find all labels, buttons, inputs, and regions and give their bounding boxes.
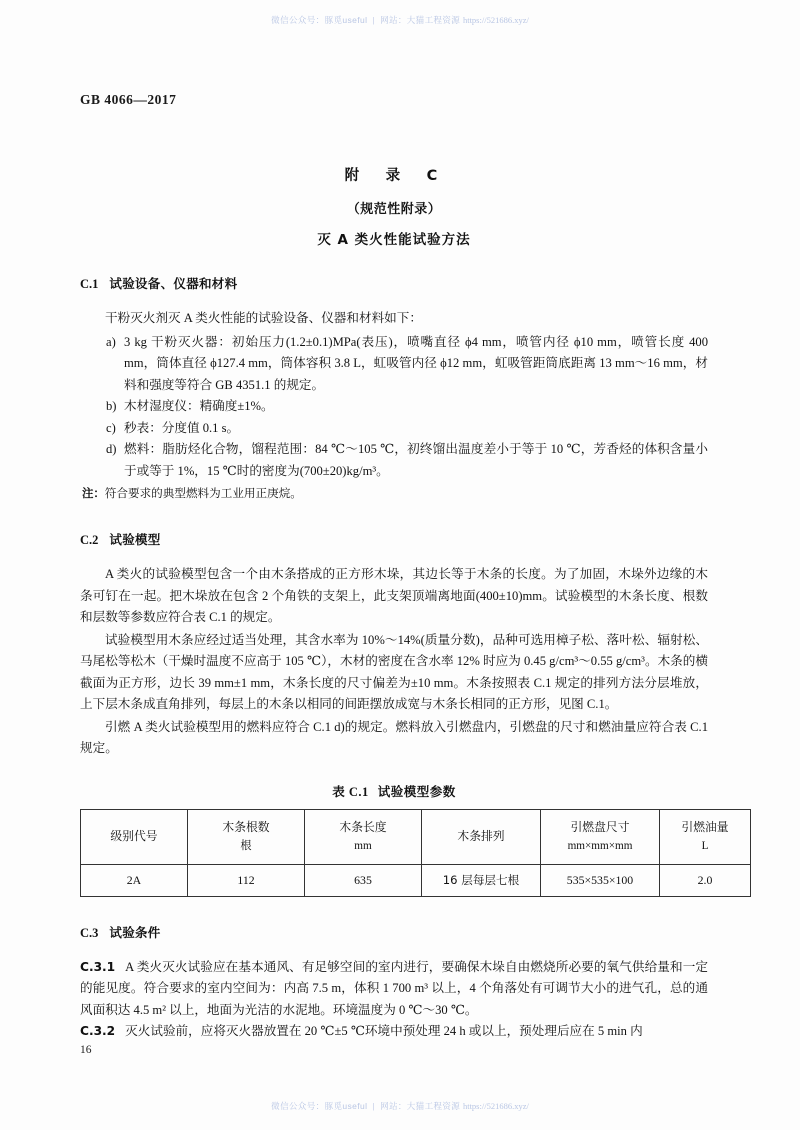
table-header-unit: 根 (240, 839, 252, 852)
section-number-c3: C.3 (80, 925, 99, 940)
table-body (81, 864, 751, 896)
table-header-cell-stick-length (305, 809, 422, 864)
section-heading-c3 (80, 923, 708, 941)
table-header-cell-grade (81, 809, 188, 864)
annex-name: 灭 A 类火性能试验方法 (317, 232, 471, 248)
table-header-unit: mm (354, 839, 372, 852)
section-title-c1: 试验设备、仪器和材料 (109, 276, 238, 291)
table-header-name: 木条排列 (457, 829, 505, 843)
clause-number: C.3.1 (80, 959, 116, 974)
table-cell-stick-length: 635 (305, 864, 422, 896)
clause-c3-1 (80, 957, 708, 1022)
note-label: 注： (82, 486, 105, 500)
watermark-url: https://521686.xyz/ (462, 1101, 529, 1111)
watermark-bottom (0, 1100, 800, 1112)
list-item (80, 439, 708, 482)
table-header-cell-pan-size (541, 809, 660, 864)
clause-text: A 类火灭火试验应在基本通风、有足够空间的室内进行，要确保木垛自由燃烧所必要的氧气供给量和一定的能见度。符合要求的室内空间为：内高 7.5 m，体积 1 700 m³ 以上，4 个角落处有可调节大小的进气孔，总的通风面积达 4.5 m² 以上，地面为光洁的水泥地。环境温度为 0 ℃～30 ℃。 (80, 959, 708, 1017)
table-header-name: 木条根数 (222, 819, 270, 834)
section-number-c2: C.2 (80, 533, 99, 547)
watermark-wechat-label: 微信公众号：豚觅useful (271, 15, 368, 25)
clause-c3-2 (80, 1021, 708, 1043)
note-c1 (82, 483, 708, 504)
table-cell-fuel-volume: 2.0 (660, 864, 751, 896)
watermark-top (0, 14, 800, 26)
list-item-text: 秒表：分度值 0.1 s。 (124, 420, 240, 435)
table-cell-arrangement: 16 层每层七根 (422, 864, 541, 896)
section-title-c2: 试验模型 (109, 532, 161, 547)
clause-number: C.3.2 (80, 1024, 116, 1038)
list-item-marker: d) (106, 442, 117, 456)
watermark-site-label: 网站：大猫工程资源 (380, 1101, 461, 1111)
list-item-marker: c) (106, 420, 116, 435)
table-header-name: 木条长度 (339, 819, 387, 834)
list-item (80, 396, 708, 418)
table-header-unit: mm×mm×mm (567, 839, 633, 852)
test-model-parameters-table (80, 809, 751, 897)
watermark-separator: | (372, 1101, 376, 1111)
table-header-cell-fuel-volume (660, 809, 751, 864)
running-head-standard-number: GB 4066—2017 (80, 92, 177, 107)
list-item-text: 木材湿度仪：精确度±1%。 (124, 399, 274, 413)
table-cell-pan-size: 535×535×100 (541, 864, 660, 896)
annex-subtitle: （规范性附录） (346, 202, 442, 217)
section-title-c3: 试验条件 (109, 924, 161, 940)
paragraph-c2-3: 引燃 A 类火试验模型用的燃料应符合 C.1 d)的规定。燃料放入引燃盘内，引燃盘的尺寸和燃油量应符合表 C.1 规定。 (80, 719, 708, 755)
watermark-wechat-label: 微信公众号：豚觅useful (271, 1101, 368, 1111)
section-heading-c2 (80, 530, 708, 548)
list-item (80, 418, 708, 440)
list-item-text: 燃料：脂肪烃化合物，馏程范围：84 ℃～105 ℃，初终馏出温度差小于等于 10 ℃，芳香烃的体积含量小于或等于 1%，15 ℃时的密度为(700±20)kg/m³。 (124, 442, 708, 478)
watermark-site-label: 网站：大猫工程资源 (380, 15, 461, 25)
note-text: 符合要求的典型燃料为工业用正庚烷。 (104, 487, 302, 500)
paragraph-c2-2: 试验模型用木条应经过适当处理，其含水率为 10%～14%(质量分数)，品种可选用樟子松、落叶松、辐射松、马尾松等松木（干燥时温度不应高于 105 ℃），木材的密度在含水率 12% 时应为 0.45 g/cm³～0.55 g/cm³。木条的横截面为正方形，边长 39 mm±1 mm，木条长度的尺寸偏差为±10 mm。木条按照表 C.1 规定的排列方法分层堆放，上下层木条成直角排列，每层上的木条以相同的间距摆放成宽与木条长相同的正方形，见图 C.1。 (80, 632, 708, 711)
list-item-marker: a) (106, 334, 116, 349)
table-cell-stick-count: 112 (188, 864, 305, 896)
table-header-name: 级别代号 (110, 829, 158, 843)
list-item (80, 332, 708, 397)
table-cell-grade: 2A (81, 864, 188, 896)
table-header-cell-arrangement (422, 809, 541, 864)
clause-text: 灭火试验前，应将灭火器放置在 20 ℃±5 ℃环境中预处理 24 h 或以上，预处理后应在 5 min 内 (125, 1024, 643, 1038)
table-header-name: 引燃盘尺寸 (570, 819, 630, 834)
table-header-cell-stick-count (188, 809, 305, 864)
list-item-marker: b) (106, 399, 117, 413)
annex-title-block (80, 164, 708, 248)
page-number: 16 (80, 1044, 92, 1056)
table-header-name: 引燃油量 (681, 819, 729, 834)
paragraph-c1-intro: 干粉灭火剂灭 A 类火性能的试验设备、仪器和材料如下： (105, 311, 422, 325)
table-header-unit: L (701, 839, 709, 852)
annex-title: 附 录 C (344, 168, 444, 184)
list-item-text: 3 kg 干粉灭火器：初始压力(1.2±0.1)MPa(表压)，喷嘴直径 ϕ4 mm，喷管内径 ϕ10 mm，喷管长度 400 mm，筒体直径 ϕ127.4 mm，筒体容积 3.8 L，虹吸管内径 ϕ12 mm，虹吸管距筒底距离 13 mm～16 mm，材料和强度等符合 GB 4351.1 的规定。 (124, 334, 708, 392)
list-c1-equipment (80, 332, 708, 483)
table-caption-title: 试验模型参数 (377, 783, 456, 799)
table-row (81, 864, 751, 896)
table-head (81, 809, 751, 864)
section-heading-c1 (80, 274, 708, 292)
page-content (80, 150, 729, 1043)
table-header-row (81, 809, 751, 864)
paragraph-c2-1: A 类火的试验模型包含一个由木条搭成的正方形木垛，其边长等于木条的长度。为了加固，木垛外边缘的木条可钉在一起。把木垛放在包含 2 个角铁的支架上，此支架顶端离地面(400±10)mm。试验模型的木条长度、根数和层数等参数应符合表 C.1 的规定。 (80, 567, 708, 624)
watermark-url: https://521686.xyz/ (462, 15, 529, 25)
watermark-separator: | (372, 15, 376, 25)
table-caption (80, 782, 708, 800)
section-number-c1: C.1 (80, 277, 99, 291)
table-caption-number: 表 C.1 (332, 784, 369, 799)
